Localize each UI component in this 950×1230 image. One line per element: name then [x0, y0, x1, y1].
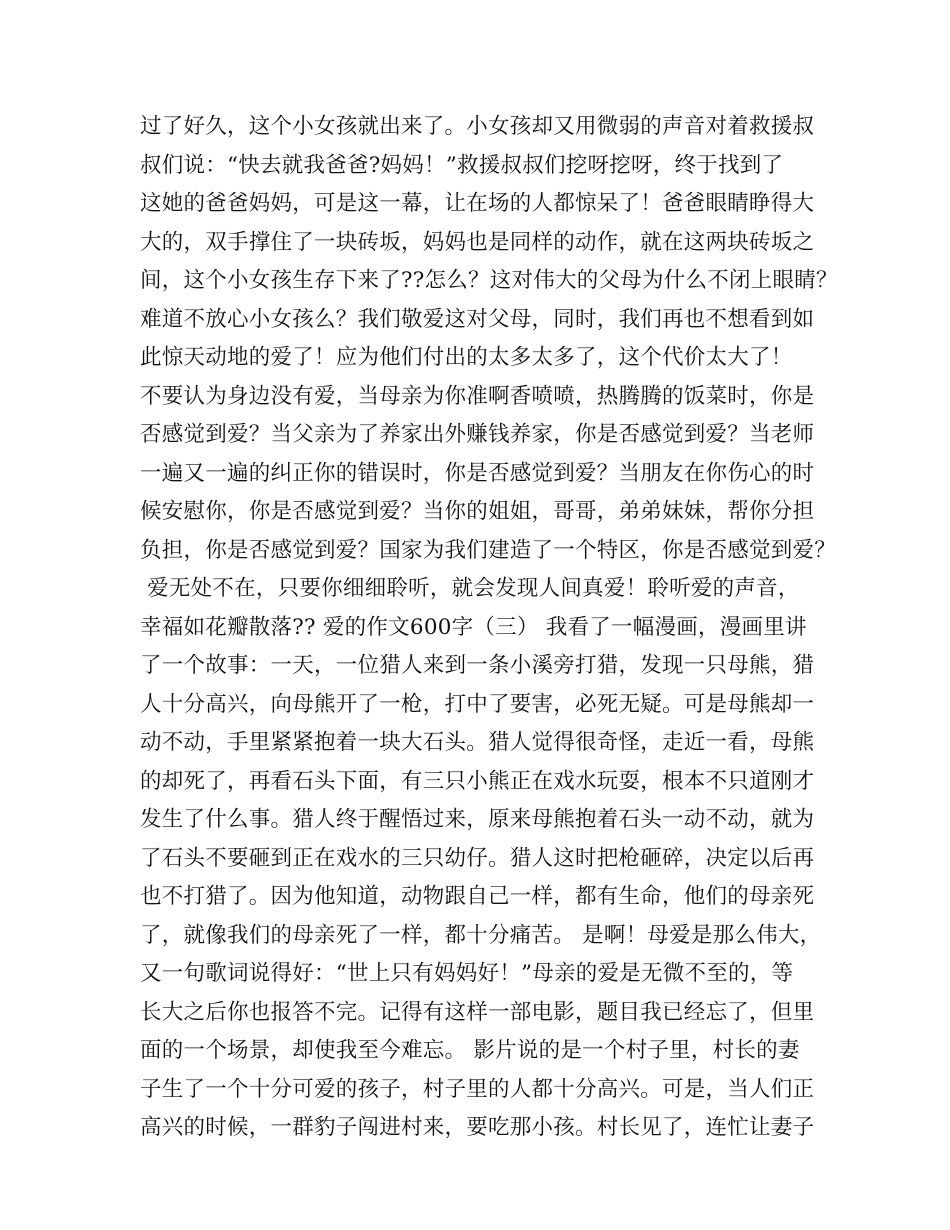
text-line: 面的一个场景，却使我至今难忘。 影片说的是一个村子里，村长的妻 [140, 1038, 800, 1063]
text-line: 也不打猎了。因为他知道，动物跟自己一样，都有生命，他们的母亲死 [140, 884, 815, 909]
text-line: 负担，你是否感觉到爱？国家为我们建造了一个特区，你是否感觉到爱？ [140, 537, 837, 563]
text-line: 高兴的时候，一群豹子闯进村来，要吃那小孩。村长见了，连忙让妻子 [140, 1115, 815, 1140]
text-line: 叔们说：“快去就我爸爸?妈妈！”救援叔叔们挖呀挖呀，终于找到了 [140, 152, 784, 178]
text-line: 难道不放心小女孩么？我们敬爱这对父母，同时，我们再也不想看到如 [140, 306, 815, 332]
text-line: 这她的爸爸妈妈，可是这一幕，让在场的人都惊呆了！爸爸眼睛睁得大 [140, 191, 815, 216]
text-line: 长大之后你也报答不完。记得有这样一部电影，题目我已经忘了，但里 [140, 999, 815, 1025]
text-line: 了一个故事：一天，一位猎人来到一条小溪旁打猎，发现一只母熊，猎 [140, 653, 815, 678]
essay-body [140, 108, 838, 1148]
text-line: 一遍又一遍的纠正你的错误时，你是否感觉到爱？当朋友在你伤心的时 [140, 460, 815, 486]
text-line: 子生了一个十分可爱的孩子，村子里的人都十分高兴。可是，当人们正 [140, 1076, 815, 1102]
text-line: 否感觉到爱？当父亲为了养家出外赚钱养家，你是否感觉到爱？当老师 [140, 422, 815, 447]
text-line: 过了好久，这个小女孩就出来了。小女孩却又用微弱的声音对着救援叔 [140, 114, 815, 139]
text-line: 又一句歌词说得好：“世上只有妈妈好！”母亲的爱是无微不至的，等 [140, 961, 794, 986]
text-line: 人十分高兴，向母熊开了一枪，打中了要害，必死无疑。可是母熊却一 [140, 691, 815, 717]
text-line: 了石头不要砸到正在戏水的三只幼仔。猎人这时把枪砸碎，决定以后再 [140, 845, 815, 871]
text-line: 动不动，手里紧紧抱着一块大石头。猎人觉得很奇怪，走近一看，母熊 [140, 730, 815, 755]
text-line: 爱无处不在，只要你细细聆听，就会发现人间真爱！聆听爱的声音， [140, 576, 800, 601]
text-line: 不要认为身边没有爱，当母亲为你准啊香喷喷，热腾腾的饭菜时，你是 [140, 383, 815, 409]
text-line: 幸福如花瓣散落?? 爱的作文600字（三） 我看了一幅漫画，漫画里讲 [140, 614, 807, 640]
text-line: 间，这个小女孩生存下来了??怎么？这对伟大的父母为什么不闭上眼睛？ [140, 268, 838, 293]
text-line: 候安慰你，你是否感觉到爱？当你的姐姐，哥哥，弟弟妹妹，帮你分担 [140, 499, 815, 524]
text-line: 了，就像我们的母亲死了一样，都十分痛苦。 是啊！母爱是那么伟大， [140, 922, 822, 948]
text-line: 的却死了，再看石头下面，有三只小熊正在戏水玩耍，根本不只道刚才 [140, 768, 815, 794]
text-line: 大的，双手撑住了一块砖坂，妈妈也是同样的动作，就在这两块砖坂之 [140, 229, 815, 255]
text-line: 发生了什么事。猎人终于醒悟过来，原来母熊抱着石头一动不动，就为 [140, 807, 815, 832]
text-line: 此惊天动地的爱了！应为他们付出的太多太多了，这个代价太大了！ [140, 345, 793, 370]
